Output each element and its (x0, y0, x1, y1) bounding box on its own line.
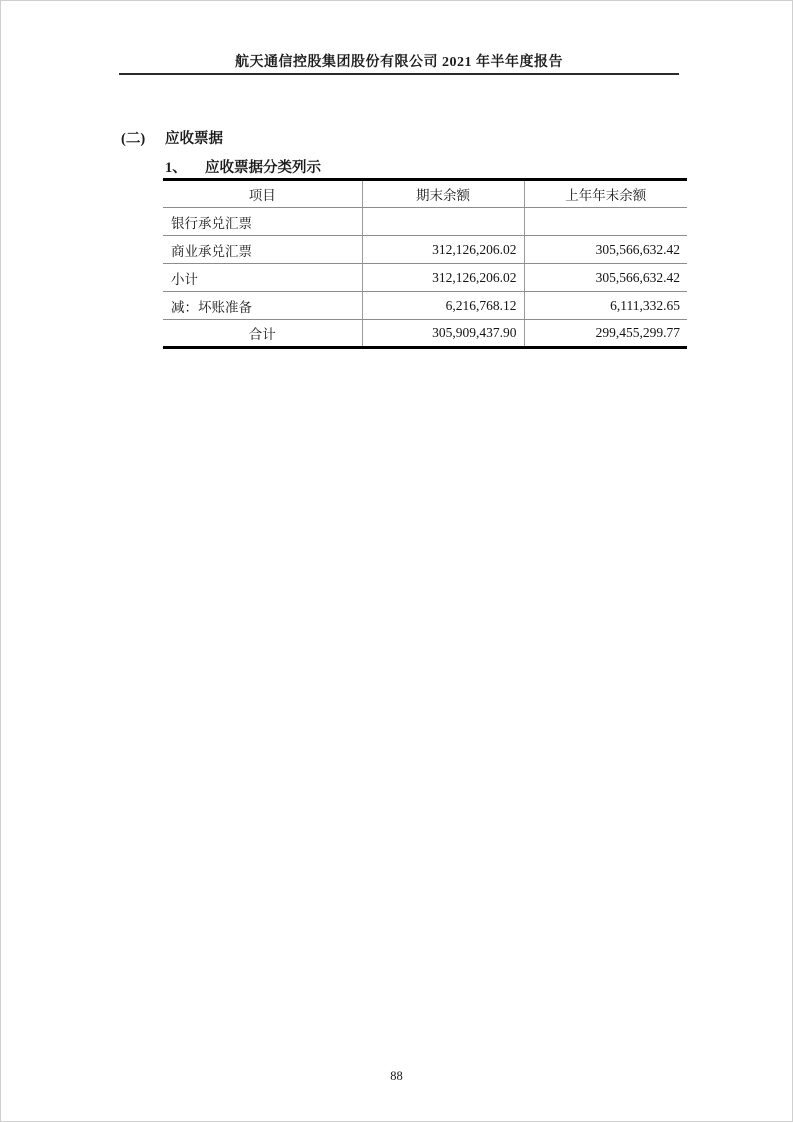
item-cell: 商业承兑汇票 (163, 236, 362, 264)
item-cell: 合计 (248, 327, 276, 342)
item-cell: 银行承兑汇票 (163, 208, 362, 236)
page-number: 88 (390, 1069, 403, 1083)
subsection-heading (165, 156, 321, 177)
ending-balance-cell: 312,126,206.02 (362, 264, 524, 292)
section-title: 应收票据 (165, 131, 223, 147)
prior-year-balance-cell (524, 208, 687, 236)
table-row-less-bad-debt-provision (163, 292, 687, 320)
table-row-commercial-acceptance (163, 236, 687, 264)
ending-balance-cell: 305,909,437.90 (362, 320, 524, 348)
column-header-item: 项目 (163, 180, 362, 208)
item-cell: 减：坏账准备 (163, 292, 362, 320)
document-header-title: 航天通信控股集团股份有限公司 2021 年半年度报告 (235, 55, 563, 70)
table-row-total (163, 320, 687, 348)
bills-receivable-table (163, 178, 687, 349)
column-header-ending-balance: 期末余额 (362, 180, 524, 208)
section-heading (121, 127, 223, 148)
ending-balance-cell: 312,126,206.02 (362, 236, 524, 264)
table-header-row (163, 180, 687, 208)
prior-year-balance-cell: 6,111,332.65 (524, 292, 687, 320)
ending-balance-cell (362, 208, 524, 236)
subsection-marker: 1、 (165, 160, 187, 176)
header-rule (119, 73, 679, 75)
section-marker: (二) (121, 131, 146, 147)
prior-year-balance-cell: 299,455,299.77 (524, 320, 687, 348)
prior-year-balance-cell: 305,566,632.42 (524, 264, 687, 292)
item-cell: 小计 (163, 264, 362, 292)
ending-balance-cell: 6,216,768.12 (362, 292, 524, 320)
table-row-bank-acceptance (163, 208, 687, 236)
table-row-subtotal (163, 264, 687, 292)
subsection-title: 应收票据分类列示 (205, 160, 321, 176)
prior-year-balance-cell: 305,566,632.42 (524, 236, 687, 264)
column-header-prior-year-balance: 上年年末余额 (524, 180, 687, 208)
